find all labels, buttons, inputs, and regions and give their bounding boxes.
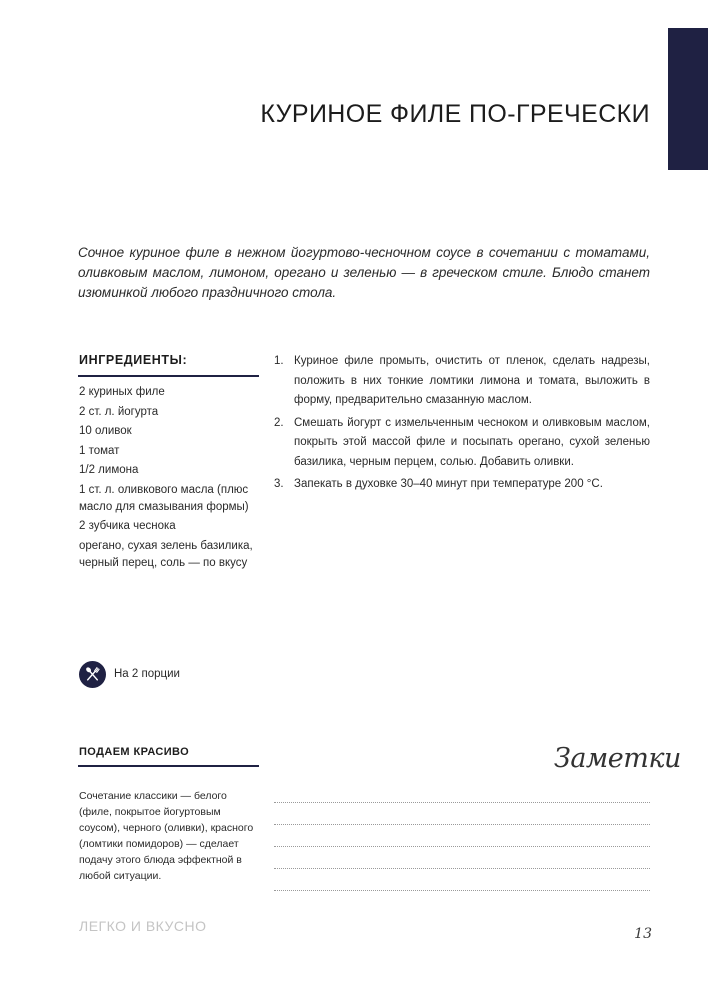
- step-text: Куриное филе промыть, очистить от пленок, сделать надрезы, положить в них тонкие ломтики лимона и томата, выложить в форму, предварительно смазанную маслом.: [294, 355, 650, 406]
- step-text: Запекать в духовке 30–40 минут при температуре 200 °С.: [294, 478, 603, 490]
- step-item: [274, 352, 650, 411]
- serving-text: Сочетание классики — белого (филе, покрытое йогуртовым соусом), черного (оливки), красного (ломтики помидоров) — сделает подачу этого блюда эффектной в любой ситуации.: [79, 790, 254, 882]
- recipe-title: КУРИНОЕ ФИЛЕ ПО-ГРЕЧЕСКИ: [260, 100, 650, 128]
- serving-heading: ПОДАЕМ КРАСИВО: [79, 746, 190, 758]
- footer-brand: ЛЕГКО И ВКУСНО: [79, 918, 207, 934]
- ingredient-item: орегано, сухая зелень базилика, черный перец, соль — по вкусу: [79, 539, 253, 569]
- servings: [79, 660, 180, 688]
- fork-and-spoon-icon: [79, 661, 106, 688]
- step-number: 3.: [274, 478, 284, 490]
- notes-line[interactable]: [274, 868, 650, 869]
- ingredients-divider: [78, 375, 259, 377]
- steps-list: [274, 352, 650, 498]
- ingredient-item: 1 ст. л. оливкового масла (плюс масло для смазывания формы): [79, 483, 249, 513]
- ingredient-item: 1/2 лимона: [79, 464, 139, 476]
- step-number: 2.: [274, 416, 284, 429]
- notes-line[interactable]: [274, 802, 650, 803]
- page-number: 13: [634, 926, 652, 942]
- notes-title: Заметки: [554, 743, 681, 774]
- ingredient-item: 2 куриных филе: [79, 386, 165, 398]
- step-item: [274, 475, 650, 495]
- recipe-intro: Сочное куриное филе в нежном йогуртово-чесночном соусе в сочетании с томатами, оливковым маслом, лимоном, орегано и зеленью — в греческом стиле. Блюдо станет изюминкой любого праздничного стола.: [78, 245, 650, 300]
- ingredients-heading: ИНГРЕДИЕНТЫ:: [79, 353, 188, 367]
- step-item: [274, 414, 650, 473]
- ingredient-item: 2 ст. л. йогурта: [79, 405, 159, 418]
- notes-line[interactable]: [274, 846, 650, 847]
- ingredient-item: 2 зубчика чеснока: [79, 520, 176, 532]
- notes-line[interactable]: [274, 824, 650, 825]
- corner-tab: [668, 28, 708, 170]
- ingredient-item: 10 оливок: [79, 425, 132, 437]
- servings-text: На 2 порции: [114, 668, 180, 680]
- step-number: 1.: [274, 355, 284, 367]
- ingredient-item: 1 томат: [79, 444, 120, 457]
- ingredients-list: [79, 384, 261, 574]
- step-text: Смешать йогурт с измельченным чесноком и оливковым маслом, покрыть этой массой филе и посыпать орегано, сухой зеленью базилика, черным перцем, солью. Добавить оливки.: [294, 416, 650, 468]
- notes-line[interactable]: [274, 890, 650, 891]
- serving-divider: [78, 765, 259, 767]
